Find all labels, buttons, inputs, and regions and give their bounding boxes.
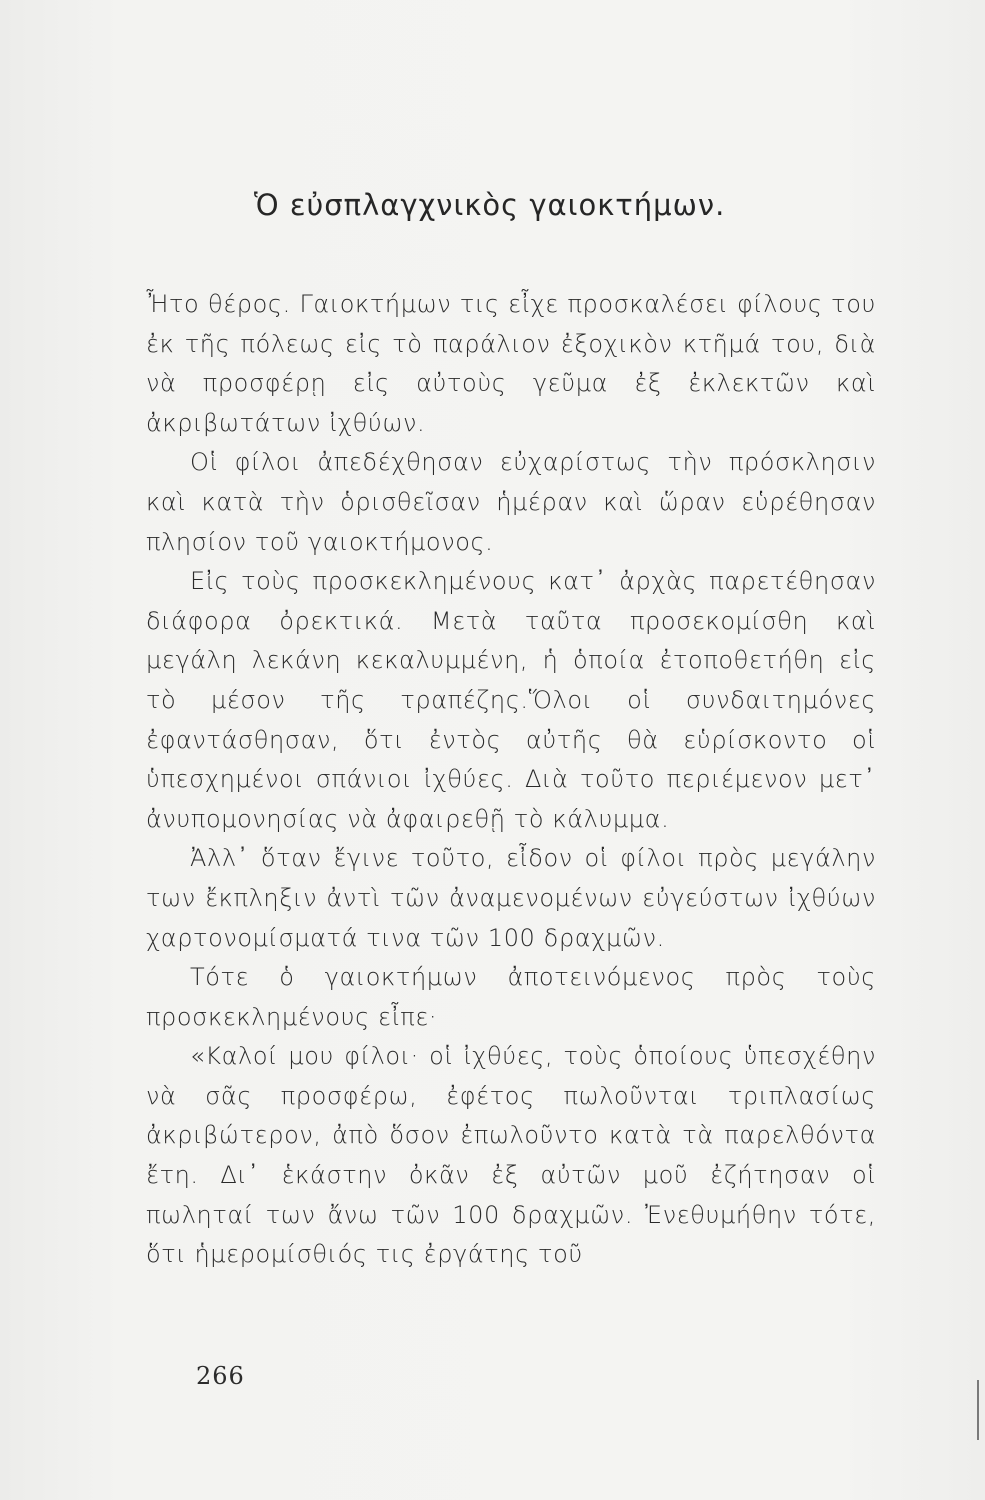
paragraph-2: Οἱ φίλοι ἀπεδέχθησαν εὐχαρίστως τὴν πρόσκλησιν καὶ κατὰ τὴν ὁρισθεῖσαν ἡμέραν καὶ ὥραν εὑρέθησαν πλησίον τοῦ γαιοκτήμονος. [146, 448, 876, 556]
page-edge-mark [977, 1380, 979, 1440]
paragraph-6: «Καλοί μου φίλοι· οἱ ἰχθύες, τοὺς ὁποίους ὑπεσχέθην νὰ σᾶς προσφέρω, ἐφέτος πωλοῦνται τριπλασίως ἀκριβώτερον, ἀπὸ ὅσον ἐπωλοῦντο κατὰ τὰ παρελθόντα ἔτη. Δι᾽ ἑκάστην ὀκᾶν ἐξ αὐτῶν μοῦ ἐζήτησαν οἱ πωληταί των ἄνω τῶν 100 δραχμῶν. Ἐνεθυμήθην τότε, ὅτι ἡμερομίσθιός τις ἐργάτης τοῦ [146, 1042, 876, 1269]
paragraph-4: Ἀλλ᾽ ὅταν ἔγινε τοῦτο, εἶδον οἱ φίλοι πρὸς μεγάλην των ἔκπληξιν ἀντὶ τῶν ἀναμενομένων εὐγεύστων ἰχθύων χαρτονομίσματά τινα τῶν 100 δραχμῶν. [146, 844, 876, 952]
text-block [146, 185, 876, 1275]
page-number: 266 [196, 1362, 245, 1390]
paragraph-3: Εἰς τοὺς προσκεκλημένους κατ᾽ ἀρχὰς παρετέθησαν διάφορα ὀρεκτικά. Μετὰ ταῦτα προσεκομίσθη καὶ μεγάλη λεκάνη κεκαλυμμένη, ἡ ὁποία ἐτοποθετήθη εἰς τὸ μέσον τῆς τραπέζης.Ὅλοι οἱ συνδαιτημόνες ἐφαντάσθησαν, ὅτι ἐντὸς αὐτῆς θὰ εὑρίσκοντο οἱ ὑπεσχημένοι σπάνιοι ἰχθύες. Διὰ τοῦτο περιέμενον μετ᾽ ἀνυπομονησίας νὰ ἀφαιρεθῇ τὸ κάλυμμα. [146, 567, 876, 833]
page-title: Ὁ εὐσπλαγχνικὸς γαιοκτήμων. [254, 188, 726, 222]
paragraph-5: Τότε ὁ γαιοκτήμων ἀποτεινόμενος πρὸς τοὺς προσκεκλημένους εἶπε· [146, 963, 876, 1031]
paragraph-1: Ἦτο θέρος. Γαιοκτήμων τις εἶχε προσκαλέσει φίλους του ἐκ τῆς πόλεως εἰς τὸ παράλιον ἐξοχικὸν κτῆμά του, διὰ νὰ προσφέρῃ εἰς αὐτοὺς γεῦμα ἐξ ἐκλεκτῶν καὶ ἀκριβωτάτων ἰχθύων. [146, 290, 876, 437]
